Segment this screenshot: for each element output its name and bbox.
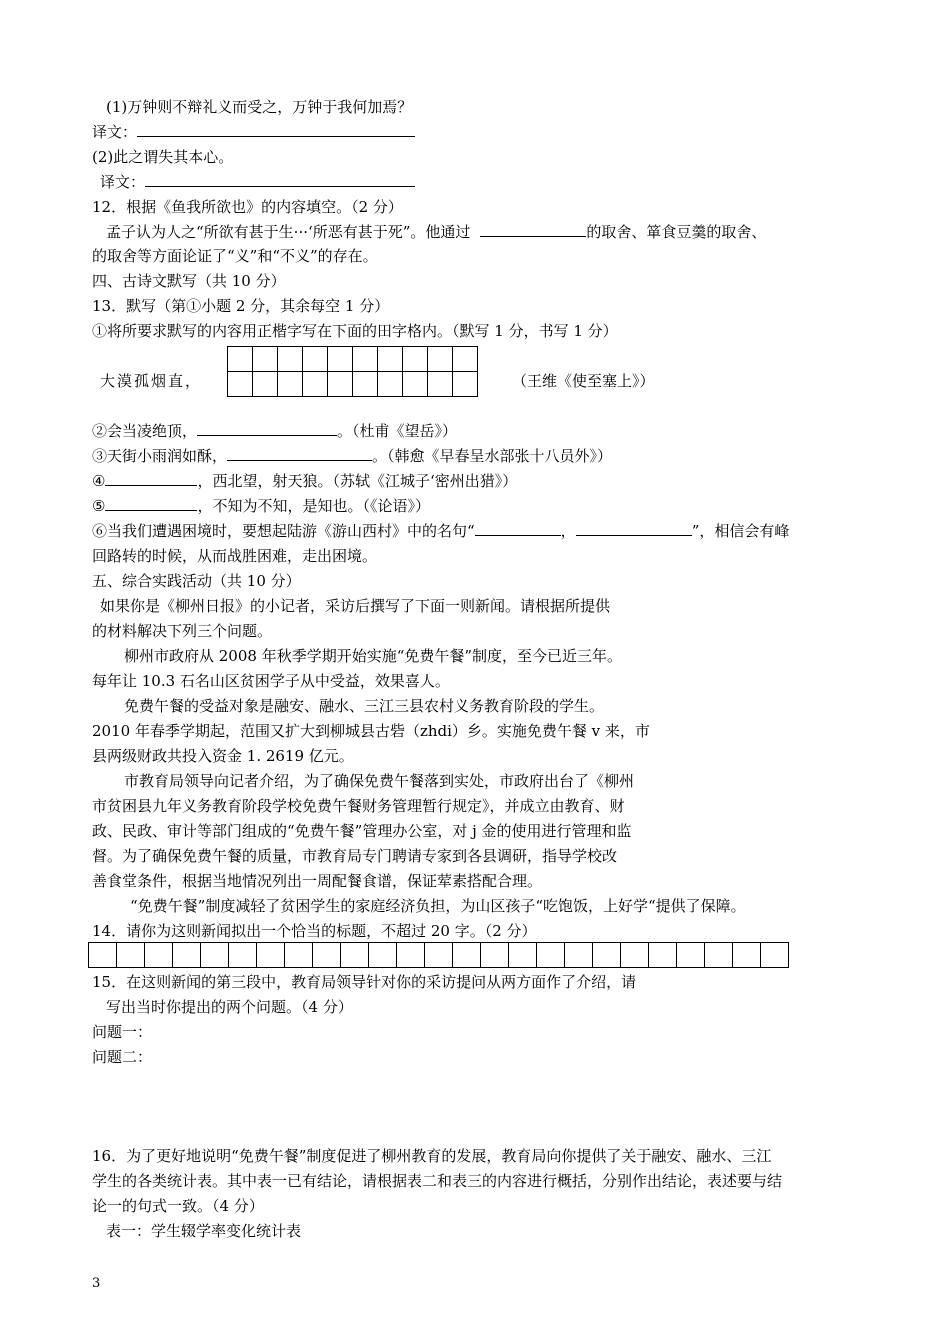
- translation-blank-2[interactable]: [145, 172, 415, 187]
- translation-line-2[interactable]: [100, 172, 415, 192]
- q13-5-text-b: ，不知为不知，是知也。（《论语》）: [197, 497, 430, 515]
- q13-4: [92, 471, 517, 491]
- q16-line-3: 论一的句式一致。（4 分）: [92, 1197, 264, 1215]
- news-line-10: 善食堂条件，根据当地情况列出一周配餐食谱，保证荤素搭配合理。: [92, 872, 543, 890]
- poem-source: （王维《使至塞上》）: [512, 372, 655, 390]
- q16-line-1: 16．为了更好地说明“免费午餐”制度促进了柳州教育的发展，教育局向你提供了关于融安、融水、三江: [92, 1147, 772, 1165]
- q12-text-c: 的取舍等方面论证了“义”和“不义”的存在。: [92, 247, 378, 265]
- news-line-5: 县两级财政共投入资金 1. 2619 亿元。: [92, 747, 354, 765]
- poem-line: 大漠孤烟直，: [100, 372, 203, 390]
- q13-1-instruction: ①将所要求默写的内容用正楷字写在下面的田字格内。（默写 1 分，书写 1 分）: [92, 322, 618, 340]
- title-grid[interactable]: [88, 942, 789, 968]
- translation-line-1[interactable]: [92, 122, 415, 142]
- q13-4-text-a: ④: [92, 472, 106, 490]
- q13-3-blank[interactable]: [227, 446, 372, 461]
- news-line-9: 督。为了确保免费午餐的质量，市教育局专门聘请专家到各县调研，指导学校改: [92, 847, 618, 865]
- q15-line-2: 写出当时你提出的两个问题。（4 分）: [106, 998, 353, 1016]
- q15-line-1: 15．在这则新闻的第三段中，教育局领导针对你的采访提问从两方面作了介绍，请: [92, 973, 637, 991]
- q13-2: [92, 421, 457, 441]
- q12-text-b: 的取舍、箪食豆羹的取舍、: [586, 223, 767, 241]
- news-line-8: 政、民政、审计等部门组成的“免费午餐”管理办公室，对 j 金的使用进行管理和监: [92, 822, 632, 840]
- q13-6-continuation: 回路转的时候，从而战胜困难，走出困境。: [92, 547, 378, 565]
- q13-6-blank-2[interactable]: [576, 521, 692, 536]
- intro-line-2: 的材料解决下列三个问题。: [92, 622, 273, 640]
- table-1-caption: 表一：学生辍学率变化统计表: [106, 1222, 302, 1240]
- q12-text-a: 孟子认为人之“所欲有甚于生···‘所恶有甚于死”。他通过: [106, 223, 471, 241]
- q13-3: [92, 446, 612, 466]
- q12-blank[interactable]: [480, 222, 586, 237]
- q13-3-text-a: ③天街小雨润如酥，: [92, 447, 228, 465]
- q13-2-blank[interactable]: [197, 421, 337, 436]
- intro-line-1: 如果你是《柳州日报》的小记者，采访后撰写了下面一则新闻。请根据所提供: [100, 597, 611, 615]
- q13-4-blank[interactable]: [105, 471, 197, 486]
- q13-3-text-b: 。（韩愈《早春呈水部张十八员外》）: [372, 447, 613, 465]
- news-line-11: “免费午餐”制度减轻了贫困学生的家庭经济负担，为山区孩子“吃饱饭，上好学“提供了保障。: [130, 897, 746, 915]
- q13-6-blank-1[interactable]: [475, 521, 561, 536]
- q13-4-text-b: ，西北望，射天狼。（苏轼《江城子‘密州出猎》）: [197, 472, 518, 490]
- translation-label-2: 译文：: [100, 173, 146, 191]
- q13-heading: 13．默写（第①小题 2 分，其余每空 1 分）: [92, 297, 390, 315]
- q11-sentence-2: (2)此之谓失其本心。: [92, 148, 234, 166]
- translation-blank-1[interactable]: [137, 122, 415, 137]
- q13-5-blank[interactable]: [105, 496, 197, 511]
- q13-6-text-b: ，: [560, 522, 576, 540]
- q13-2-text-a: ②会当凌绝顶，: [92, 422, 198, 440]
- q14-heading: 14．请你为这则新闻拟出一个恰当的标题，不超过 20 字。（2 分）: [92, 922, 537, 940]
- q16-line-2: 学生的各类统计表。其中表一已有结论，请根据表二和表三的内容进行概括，分别作出结论，表述要与结: [92, 1172, 783, 1190]
- q12-heading: 12．根据《鱼我所欲也》的内容填空。（2 分）: [92, 198, 403, 216]
- q13-6-text-a: ⑥当我们遭遇困境时，要想起陆游《游山西村》中的名句“: [92, 522, 475, 540]
- section-4-heading: 四、古诗文默写（共 10 分）: [92, 272, 286, 290]
- section-5-heading: 五、综合实践活动（共 10 分）: [92, 572, 301, 590]
- news-line-1: 柳州市政府从 2008 年秋季学期开始实施“免费午餐”制度，至今已近三年。: [124, 647, 623, 665]
- tian-grid[interactable]: [227, 346, 478, 397]
- q13-5-text-a: ⑤: [92, 497, 106, 515]
- page-number: 3: [92, 1276, 101, 1291]
- q13-5: [92, 496, 430, 516]
- q11-sentence-1: (1)万钟则不辩礼义而受之，万钟于我何加焉？: [106, 98, 413, 116]
- news-line-4: 2010 年春季学期起，范围又扩大到柳城县古砦（zhdi）乡。实施免费午餐 v 来，市: [92, 722, 650, 740]
- q13-6-text-c: ”，相信会有峰: [691, 522, 790, 540]
- question-2-label[interactable]: 问题二：: [92, 1048, 153, 1066]
- q13-6: [92, 521, 789, 541]
- translation-label-1: 译文：: [92, 123, 138, 141]
- news-line-2: 每年让 10.3 石名山区贫困学子从中受益，效果喜人。: [92, 672, 450, 690]
- news-line-7: 市贫困县九年义务教育阶段学校免费午餐财务管理暂行规定》，并成立由教育、财: [92, 797, 625, 815]
- news-line-3: 免费午餐的受益对象是融安、融水、三江三县农村义务教育阶段的学生。: [124, 697, 605, 715]
- question-1-label[interactable]: 问题一：: [92, 1023, 153, 1041]
- news-line-6: 市教育局领导向记者介绍，为了确保免费午餐落到实处，市政府出台了《柳州: [124, 772, 635, 790]
- q12-fill-line: [106, 222, 766, 242]
- q13-2-text-b: 。（杜甫《望岳》）: [337, 422, 458, 440]
